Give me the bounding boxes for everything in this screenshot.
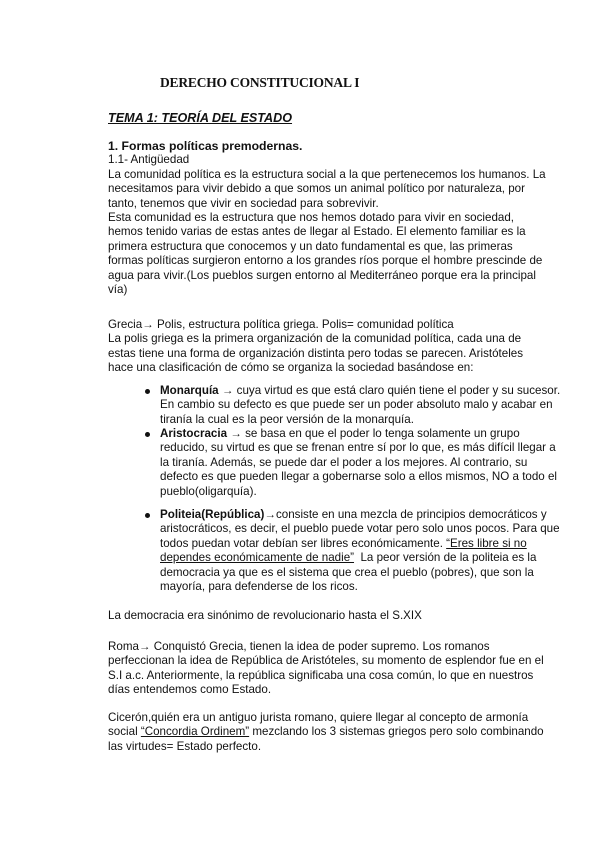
text: →consiste en una mezcla de principios democráticos y [264, 508, 547, 521]
paragraph-grecia [108, 318, 523, 376]
text: → cuya virtud es que está claro quién tiene el poder y su sucesor. [218, 384, 561, 397]
document-title: DERECHO CONSTITUCIONAL I [160, 75, 360, 90]
topic-heading: TEMA 1: TEORÍA DEL ESTADO [108, 111, 293, 125]
bullet-icon [145, 432, 150, 437]
bullet-politeia [160, 508, 560, 594]
bullet-icon [145, 389, 150, 394]
text-line: las virtudes= Estado perfecto. [108, 739, 262, 753]
text-line: vía) [108, 283, 128, 297]
text-line: Esta comunidad es la estructura que nos hemos dotado para vivir en sociedad, [108, 211, 515, 225]
text-line: Roma→ Conquistó Grecia, tienen la idea de poder supremo. Los romanos [108, 640, 490, 653]
text-line: perfeccionan la idea de República de Aristóteles, su momento de esplendor fue en el [108, 654, 544, 668]
text: La peor versión de la politeia es la [354, 551, 537, 565]
text-line: pueblo(oligarquía). [160, 484, 257, 498]
text-line: reducido, su virtud es que se frenan entre sí por lo que, es más difícil llegar a [160, 441, 556, 455]
quote: “Eres libre si no [446, 536, 527, 550]
term: Monarquía [160, 384, 219, 397]
text-line: la tiranía. Además, se puede dar el poder a los mejores. Al contrario, su [160, 455, 528, 469]
bullet-aristocracia [160, 427, 557, 499]
text-line: días entendemos como Estado. [108, 683, 272, 697]
text-line: hace una clasificación de cómo se organiza la sociedad basándose en: [108, 361, 474, 375]
section-heading: 1. Formas políticas premodernas. [108, 139, 303, 153]
text-line: primera estructura que conocemos y un dato fundamental es que, las primeras [108, 239, 513, 253]
text-line: agua para vivir.(Los pueblos surgen entorno al Mediterráneo porque era la principal [108, 268, 536, 282]
quote: dependes económicamente de nadie” [160, 551, 355, 565]
term: Politeia(República) [160, 508, 265, 521]
text: mezclando los 3 sistemas griegos pero solo combinando [249, 725, 544, 739]
text-line: Grecia→ Polis, estructura política griega. Polis= comunidad política [108, 318, 454, 331]
text-line: estas tiene una forma de organización distinta pero todas se parecen. Aristóteles [108, 346, 524, 360]
text: social [108, 725, 141, 739]
text-line: formas políticas surgieron entorno a los grandes ríos porque el hombre prescinde de [108, 254, 543, 268]
text-line: necesitamos para vivir debido a que somos un animal político por naturaleza, por [108, 182, 525, 196]
text-line: La comunidad política es la estructura social a la que pertenecemos los humanos. La [108, 167, 546, 181]
text-line: defecto es que pueden llegar a gobernarse solo a ellos mismos, NO a todo el [160, 470, 558, 484]
bullet-icon [145, 513, 150, 518]
text-line: S.I a.c. Anteriormente, la república significaba una cosa común, lo que en nuestros [108, 668, 534, 682]
term: Aristocracia [160, 427, 228, 440]
subsection-heading: 1.1- Antigüedad [108, 153, 190, 167]
paragraph-roma [108, 640, 544, 698]
text-line: hemos tenido varias de estas antes de llegar al Estado. El elemento familiar es la [108, 225, 526, 239]
text: → se basa en que el poder lo tenga solamente un grupo [227, 427, 520, 440]
text-line: mayoría, para defenderse de los ricos. [160, 580, 358, 594]
text-line: tanto, tenemos que vivir en sociedad para sobrevivir. [108, 196, 379, 210]
quote: “Concordia Ordinem” [140, 725, 250, 739]
text-line: La democracia era sinónimo de revolucionario hasta el S.XIX [108, 609, 422, 622]
text-line: La polis griega es la primera organización de la comunidad política, cada una de [108, 332, 522, 346]
text-line: aristocráticos, es decir, el pueblo puede votar pero solo unos pocos. Para que [160, 522, 560, 536]
section-1 [108, 139, 546, 297]
text-line: democracia ya que es el sistema que crea el pueblo (pobres), que son la [160, 565, 534, 579]
text: todos puedan votar debían ser libres económicamente. [160, 536, 447, 550]
text-line: En cambio su defecto es que puede ser un poder absoluto malo y acabar en [160, 398, 553, 412]
text-line: Cicerón,quién era un antiguo jurista romano, quiere llegar al concepto de armonía [108, 711, 529, 724]
paragraph-ciceron [108, 711, 544, 754]
bullet-monarquia [160, 384, 560, 427]
text-line: tiranía la cual es la peor versión de la monarquía. [160, 412, 414, 426]
